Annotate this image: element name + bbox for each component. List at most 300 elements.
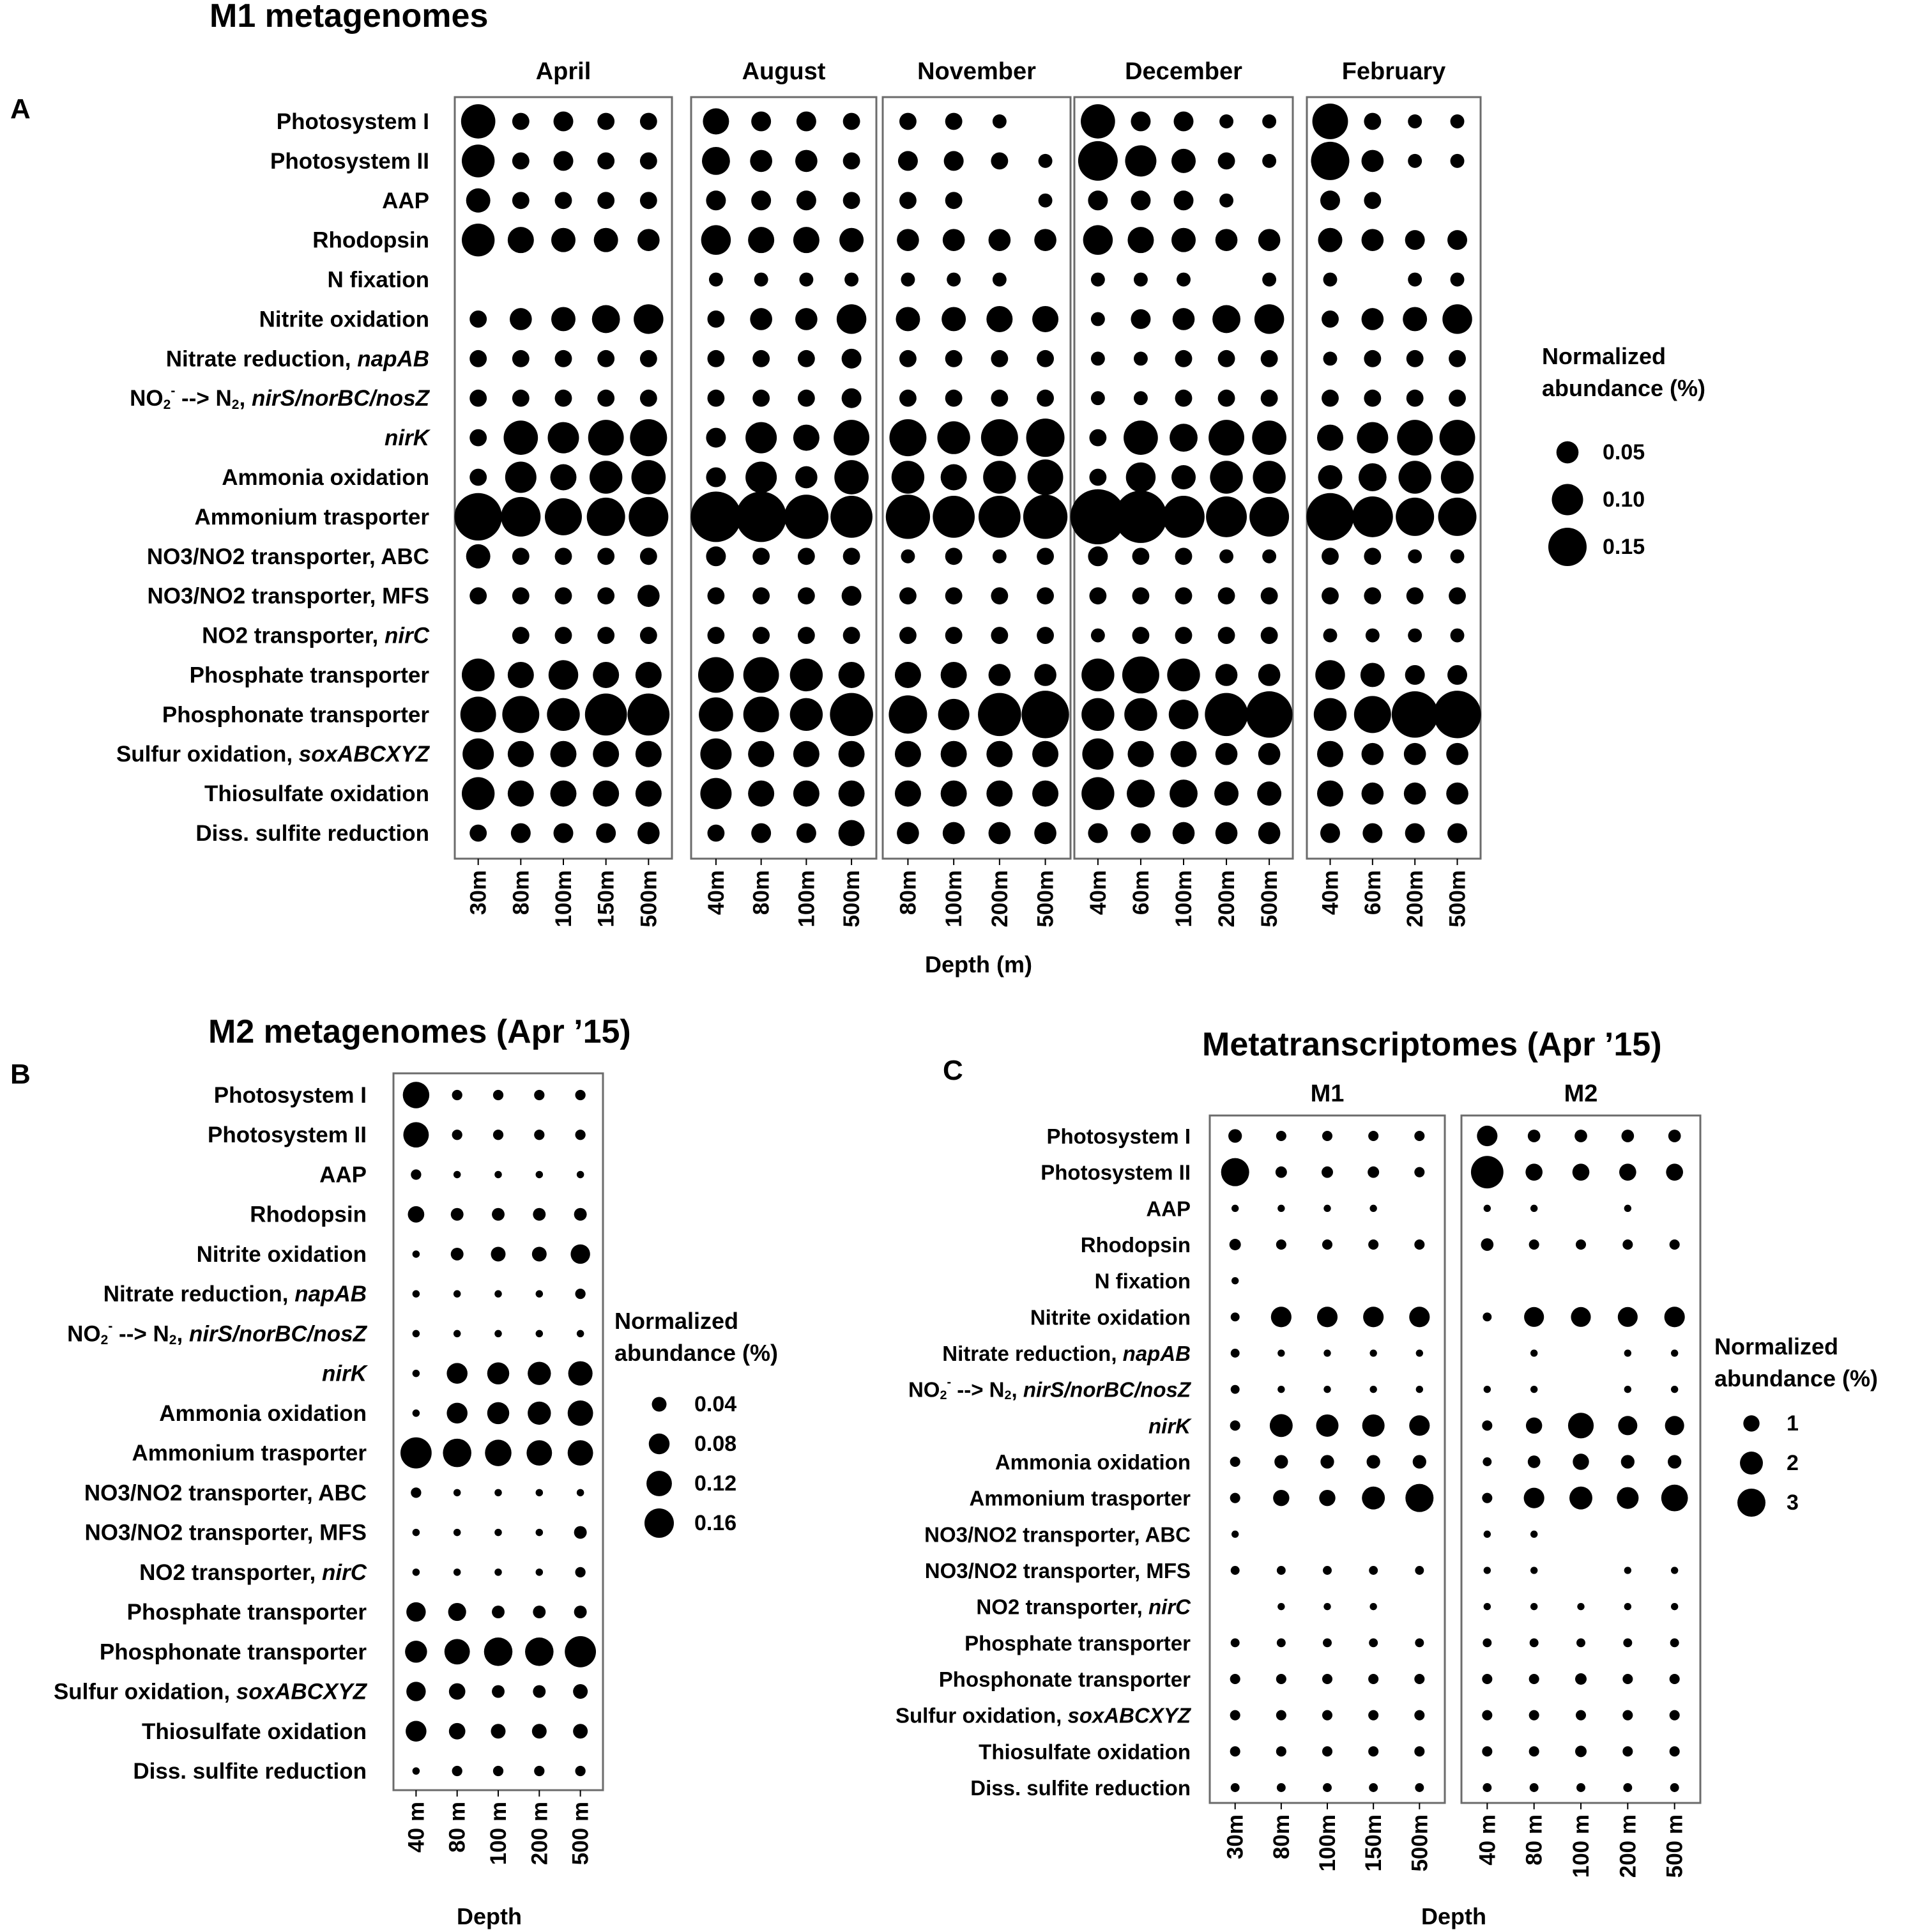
panel-title: M2 metagenomes (Apr ’15) — [208, 1013, 631, 1050]
data-dot — [1277, 1638, 1286, 1647]
row-label: NO3/NO2 transporter, ABC — [146, 544, 429, 569]
depth-tick-label: 500m — [1445, 870, 1470, 928]
data-dot — [637, 822, 660, 845]
data-dot — [1323, 1205, 1330, 1212]
data-dot — [1089, 429, 1106, 447]
data-dot — [1088, 190, 1108, 210]
row-label: $NO_2^-$ --> $N_2$, nirS/norBC/nosZ — [130, 383, 429, 412]
data-dot — [1262, 549, 1276, 564]
data-dot — [1175, 350, 1193, 367]
data-dot — [839, 662, 865, 688]
data-dot — [1323, 1566, 1332, 1575]
data-dot — [1451, 273, 1465, 287]
x-axis-title: Depth — [1421, 1903, 1486, 1929]
data-dot — [700, 739, 731, 770]
row-label: AAP — [1146, 1196, 1191, 1220]
data-dot — [1622, 1674, 1633, 1684]
data-dot — [979, 496, 1021, 538]
row-label: Photosystem I — [213, 1082, 367, 1108]
data-dot — [493, 1090, 503, 1100]
data-dot — [466, 544, 491, 569]
data-dot — [707, 627, 724, 644]
depth-tick-label: 500m — [1033, 870, 1058, 928]
data-dot — [1367, 1455, 1380, 1468]
x-axis-title: Depth — [457, 1903, 522, 1929]
data-dot — [1262, 114, 1276, 128]
data-dot — [750, 150, 772, 172]
row-label: Ammonium trasporter — [132, 1440, 367, 1466]
data-dot — [752, 548, 770, 565]
data-dot — [590, 461, 622, 493]
data-dot — [1359, 463, 1387, 491]
data-dot — [1433, 691, 1481, 738]
data-dot — [575, 1289, 585, 1299]
data-dot — [1666, 1163, 1683, 1181]
data-dot — [574, 1208, 587, 1221]
data-dot — [896, 307, 920, 331]
depth-tick-label: 100 m — [1569, 1814, 1594, 1878]
data-dot — [502, 696, 539, 733]
data-dot — [895, 781, 921, 807]
data-dot — [701, 225, 731, 254]
row-label: Nitrate reduction, napAB — [103, 1281, 367, 1307]
data-dot — [1451, 114, 1465, 128]
data-dot — [1231, 1566, 1240, 1575]
data-dot — [1218, 627, 1235, 644]
data-dot — [1122, 656, 1159, 693]
data-dot — [451, 1208, 464, 1221]
data-dot — [1415, 1566, 1424, 1575]
data-dot — [698, 657, 734, 693]
row-label: Rhodopsin — [1080, 1232, 1191, 1257]
data-dot — [1231, 1531, 1239, 1538]
x-axis-title: Depth (m) — [925, 951, 1032, 977]
data-dot — [1530, 1531, 1537, 1538]
data-dot — [551, 228, 576, 252]
data-dot — [551, 741, 577, 767]
legend-dot — [1552, 484, 1583, 516]
data-dot — [1528, 1455, 1541, 1468]
data-dot — [1623, 1783, 1632, 1792]
data-dot — [989, 664, 1011, 686]
row-label: NO3/NO2 transporter, MFS — [84, 1520, 367, 1545]
data-dot — [1319, 1490, 1335, 1506]
data-dot — [793, 781, 820, 807]
legend-dot — [652, 1397, 667, 1412]
data-dot — [1396, 498, 1434, 536]
data-dot — [547, 698, 579, 731]
depth-tick-label: 150m — [593, 870, 619, 928]
data-dot — [1670, 1710, 1680, 1721]
data-dot — [1134, 351, 1148, 365]
data-dot — [1364, 113, 1381, 130]
depth-tick-label: 100m — [942, 870, 967, 928]
data-dot — [1231, 1783, 1240, 1792]
data-dot — [1368, 1674, 1378, 1684]
data-dot — [455, 493, 502, 540]
data-dot — [899, 587, 917, 604]
depth-tick-label: 200m — [1403, 870, 1428, 928]
row-label: NO2 transporter, nirC — [976, 1595, 1191, 1619]
data-dot — [575, 1090, 585, 1100]
data-dot — [1622, 1239, 1633, 1250]
data-dot — [797, 112, 816, 132]
data-dot — [1575, 1745, 1587, 1757]
data-dot — [462, 224, 494, 256]
data-dot — [899, 390, 917, 407]
data-dot — [1364, 587, 1381, 604]
data-dot — [1323, 273, 1338, 287]
data-dot — [551, 464, 577, 491]
legend — [1542, 343, 1705, 566]
data-dot — [525, 1637, 554, 1666]
depth-tick-label: 150m — [1361, 1814, 1387, 1872]
data-dot — [1132, 627, 1150, 644]
data-dot — [1170, 424, 1198, 452]
data-dot — [1483, 1783, 1491, 1792]
data-dot — [555, 390, 572, 407]
data-dot — [454, 1568, 461, 1576]
row-label: Photosystem II — [270, 148, 429, 174]
data-dot — [640, 627, 657, 644]
depth-tick-label: 80m — [508, 870, 534, 916]
data-dot — [469, 429, 487, 447]
data-dot — [469, 310, 487, 328]
data-dot — [1276, 1710, 1286, 1721]
row-label: Diss. sulfite reduction — [970, 1775, 1191, 1800]
data-dot — [574, 1526, 587, 1539]
data-dot — [941, 464, 967, 491]
data-dot — [750, 308, 772, 330]
data-dot — [945, 548, 963, 565]
data-dot — [1576, 1239, 1586, 1250]
data-dot — [991, 350, 1008, 367]
data-dot — [1216, 229, 1238, 251]
data-dot — [1320, 1455, 1334, 1468]
data-dot — [1134, 391, 1148, 405]
data-dot — [699, 698, 733, 732]
data-dot — [491, 1724, 506, 1738]
data-dot — [1132, 548, 1150, 565]
data-dot — [1323, 1386, 1330, 1393]
data-dot — [899, 113, 917, 130]
data-dot — [1088, 546, 1108, 566]
data-dot — [452, 1766, 462, 1776]
data-dot — [1175, 548, 1193, 565]
data-dot — [1320, 190, 1340, 210]
data-dot — [991, 627, 1008, 644]
data-dot — [1257, 781, 1281, 806]
data-dot — [1624, 1386, 1631, 1393]
data-dot — [797, 824, 816, 843]
data-dot — [454, 1330, 461, 1338]
depth-tick-label: 100m — [1315, 1814, 1340, 1872]
data-dot — [1403, 307, 1427, 331]
depth-tick-label: 30m — [466, 870, 491, 916]
depth-tick-label: 30m — [1223, 1814, 1248, 1860]
data-dot — [549, 660, 578, 689]
data-dot — [1171, 465, 1196, 489]
data-dot — [1170, 779, 1198, 808]
data-dot — [1405, 824, 1425, 843]
data-dot — [533, 1685, 545, 1698]
data-dot — [1169, 700, 1198, 729]
data-dot — [748, 781, 774, 807]
data-dot — [1671, 1386, 1678, 1393]
data-dot — [1206, 496, 1247, 537]
data-dot — [1576, 1638, 1585, 1647]
data-dot — [1573, 1163, 1590, 1181]
data-dot — [752, 350, 770, 367]
data-dot — [1368, 1167, 1379, 1178]
data-dot — [1258, 664, 1281, 686]
data-dot — [405, 1641, 427, 1663]
row-label: Photosystem I — [276, 109, 429, 134]
data-dot — [892, 461, 924, 493]
data-dot — [1089, 587, 1106, 604]
data-dot — [839, 781, 865, 807]
data-dot — [1276, 1239, 1286, 1250]
data-dot — [1530, 1349, 1537, 1356]
data-dot — [1482, 1493, 1492, 1503]
data-dot — [1317, 781, 1343, 807]
data-dot — [1210, 461, 1242, 493]
data-dot — [536, 1290, 544, 1298]
data-dot — [947, 273, 961, 287]
data-dot — [842, 388, 862, 408]
data-dot — [1576, 1710, 1586, 1721]
data-dot — [1131, 309, 1150, 329]
data-dot — [944, 151, 964, 171]
data-dot — [1369, 1386, 1376, 1393]
data-dot — [1262, 273, 1276, 287]
data-dot — [485, 1439, 511, 1466]
legend-label: 3 — [1787, 1491, 1799, 1515]
data-dot — [943, 822, 965, 845]
facet-label: February — [1341, 58, 1446, 85]
data-dot — [1032, 741, 1058, 767]
data-dot — [461, 696, 496, 732]
data-dot — [1306, 493, 1353, 540]
row-label: Rhodopsin — [250, 1202, 367, 1227]
data-dot — [413, 1290, 420, 1298]
data-dot — [1404, 783, 1426, 805]
data-dot — [707, 587, 724, 604]
data-dot — [1619, 1163, 1636, 1181]
data-dot — [1369, 1566, 1378, 1575]
data-dot — [640, 152, 657, 169]
data-dot — [843, 548, 860, 565]
data-dot — [454, 1529, 461, 1537]
data-dot — [1277, 1205, 1285, 1212]
data-dot — [597, 627, 614, 644]
data-dot — [1322, 1167, 1333, 1178]
depth-tick-label: 500m — [636, 870, 662, 928]
data-dot — [945, 587, 963, 604]
data-dot — [989, 822, 1011, 845]
data-dot — [795, 308, 818, 330]
data-dot — [1484, 1386, 1491, 1393]
data-dot — [449, 1683, 466, 1700]
data-dot — [1438, 498, 1477, 536]
legend-label: 2 — [1787, 1451, 1799, 1475]
data-dot — [1126, 463, 1155, 492]
legend-dot — [1548, 528, 1587, 566]
data-dot — [986, 306, 1012, 332]
data-dot — [413, 1529, 420, 1537]
data-dot — [899, 627, 917, 644]
data-dot — [568, 1400, 593, 1426]
data-dot — [1261, 390, 1278, 407]
data-dot — [1320, 824, 1340, 843]
data-dot — [400, 1438, 432, 1469]
row-label: NO3/NO2 transporter, ABC — [84, 1480, 367, 1505]
data-dot — [1205, 693, 1248, 737]
data-dot — [1089, 469, 1106, 486]
data-dot — [1274, 1455, 1288, 1468]
data-dot — [592, 305, 620, 334]
data-dot — [413, 1409, 420, 1417]
data-dot — [1447, 230, 1467, 250]
data-dot — [574, 1606, 587, 1618]
data-dot — [1167, 659, 1200, 691]
data-dot — [1364, 192, 1381, 209]
depth-tick-label: 200m — [1214, 870, 1240, 928]
data-dot — [1277, 1386, 1285, 1393]
legend-label: 0.10 — [1603, 487, 1645, 512]
data-dot — [991, 587, 1008, 604]
data-dot — [1276, 1746, 1286, 1756]
legend-label: 0.05 — [1603, 440, 1645, 464]
data-dot — [1322, 1239, 1332, 1250]
data-dot — [1369, 1783, 1378, 1792]
data-dot — [593, 781, 619, 807]
data-dot — [1261, 627, 1278, 644]
legend-dot — [644, 1508, 674, 1538]
data-dot — [1212, 305, 1240, 334]
data-dot — [1405, 1484, 1433, 1512]
depth-tick-label: 500m — [1257, 870, 1283, 928]
data-dot — [446, 1363, 468, 1384]
panel-c — [896, 1026, 1878, 1929]
data-dot — [534, 1766, 544, 1776]
data-dot — [752, 587, 770, 604]
row-label: NO3/NO2 transporter, MFS — [924, 1558, 1191, 1583]
data-dot — [1127, 779, 1155, 808]
facet-frame — [393, 1073, 603, 1790]
data-dot — [945, 192, 963, 209]
data-dot — [551, 781, 577, 807]
legend-label: 0.16 — [694, 1511, 737, 1535]
data-dot — [752, 390, 770, 407]
legend — [1714, 1333, 1878, 1517]
data-dot — [844, 273, 858, 287]
data-dot — [942, 307, 966, 331]
data-dot — [1482, 1674, 1492, 1684]
data-dot — [1484, 1205, 1491, 1212]
data-dot — [707, 825, 724, 842]
data-dot — [1361, 663, 1385, 687]
data-dot — [1322, 1674, 1332, 1684]
data-dot — [1315, 660, 1345, 689]
data-dot — [1175, 587, 1193, 604]
data-dot — [1449, 390, 1466, 407]
data-dot — [1174, 190, 1194, 210]
data-dot — [1414, 1674, 1424, 1684]
data-dot — [1414, 1239, 1424, 1250]
data-dot — [830, 693, 873, 737]
data-dot — [790, 698, 823, 731]
data-dot — [843, 113, 860, 130]
data-dot — [587, 498, 625, 536]
data-dot — [1414, 1710, 1424, 1721]
data-dot — [1670, 1783, 1679, 1792]
data-dot — [1362, 1414, 1385, 1437]
depth-tick-label: 200m — [987, 870, 1012, 928]
data-dot — [1037, 587, 1054, 604]
data-dot — [1368, 1239, 1378, 1250]
data-dot — [487, 1362, 510, 1384]
data-dot — [512, 548, 530, 565]
data-dot — [1369, 1349, 1376, 1356]
data-dot — [1231, 1205, 1239, 1212]
legend-dot — [1557, 441, 1579, 464]
data-dot — [627, 693, 669, 735]
data-dot — [597, 548, 614, 565]
data-dot — [745, 462, 777, 493]
row-label: Ammonia oxidation — [159, 1400, 367, 1426]
data-dot — [1408, 273, 1422, 287]
data-dot — [897, 229, 919, 251]
data-dot — [451, 1248, 464, 1261]
data-dot — [454, 1290, 461, 1298]
data-dot — [1364, 390, 1381, 407]
depth-tick-label: 40m — [703, 870, 729, 916]
data-dot — [1131, 824, 1150, 843]
depth-tick-label: 500 m — [568, 1802, 593, 1866]
data-dot — [445, 1639, 470, 1664]
data-dot — [798, 548, 815, 565]
data-dot — [1408, 549, 1422, 564]
data-dot — [466, 188, 491, 213]
data-dot — [505, 462, 537, 493]
data-dot — [1441, 461, 1474, 493]
data-dot — [943, 229, 965, 251]
facet-label: April — [535, 58, 591, 85]
data-dot — [706, 190, 726, 210]
data-dot — [640, 548, 657, 565]
data-dot — [1081, 698, 1114, 731]
data-dot — [1622, 1746, 1633, 1756]
data-dot — [512, 192, 530, 209]
data-dot — [1446, 783, 1468, 805]
data-dot — [1322, 390, 1339, 407]
facet-label: August — [742, 58, 826, 85]
data-dot — [1318, 465, 1343, 489]
depth-tick-label: 500m — [1407, 1814, 1433, 1872]
data-dot — [793, 741, 820, 767]
data-dot — [1407, 350, 1424, 367]
facet-label: M1 — [1310, 1080, 1345, 1107]
data-dot — [1322, 587, 1339, 604]
legend-dot — [1743, 1415, 1759, 1431]
data-dot — [1405, 230, 1425, 250]
data-dot — [1262, 154, 1276, 168]
row-label: Phosphonate transporter — [162, 702, 429, 727]
facet-m2 — [1461, 1080, 1700, 1878]
data-dot — [555, 192, 572, 209]
data-dot — [1451, 549, 1465, 564]
